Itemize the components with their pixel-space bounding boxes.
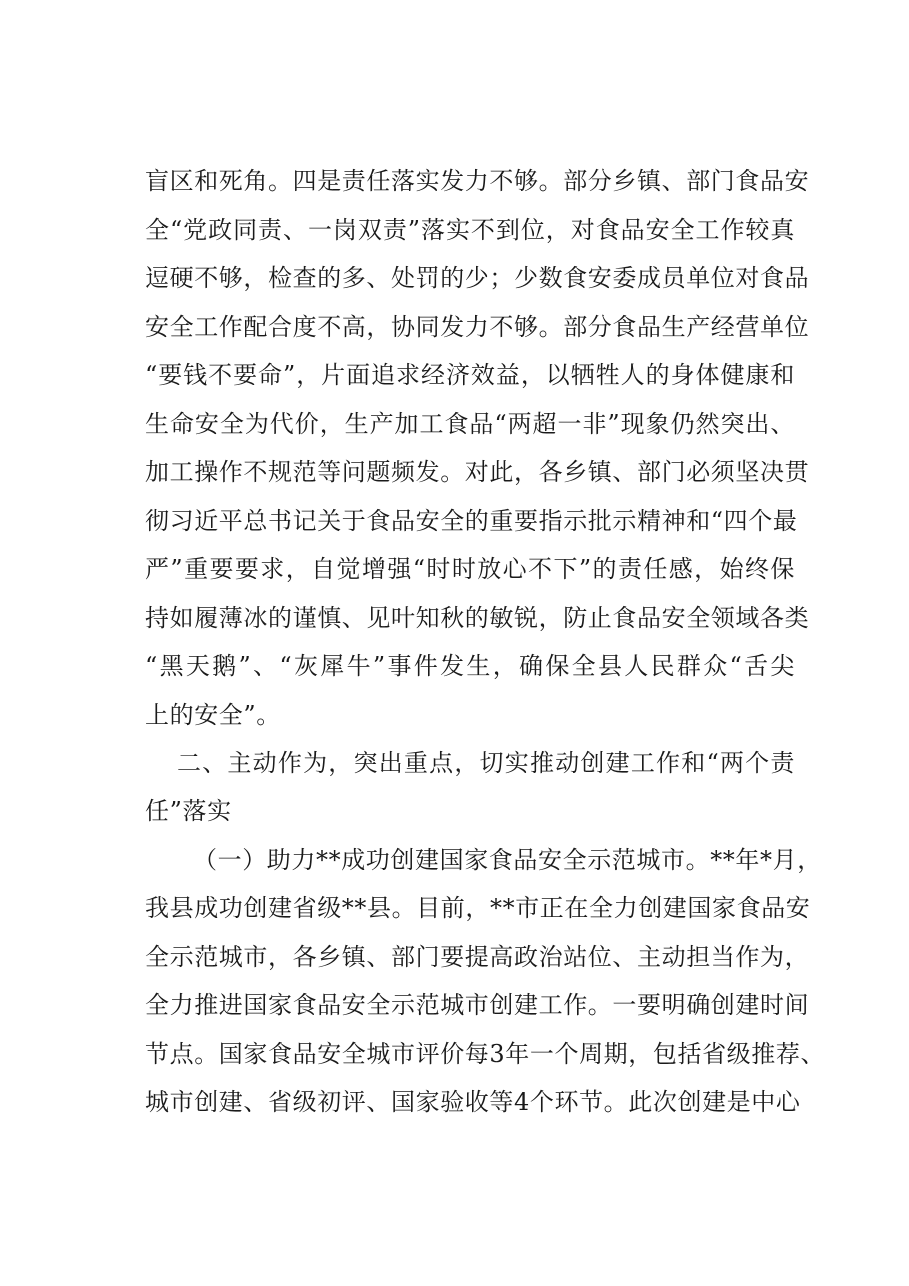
body-text-line: 盲区和死角。四是责任落实发力不够。部分乡镇、部门食品安 (145, 167, 810, 195)
body-text-line: 全“党政同责、一岗双责”落实不到位，对食品安全工作较真 (145, 216, 795, 244)
body-text-line: 我县成功创建省级**县。目前，**市正在全力创建国家食品安 (145, 894, 811, 922)
subsection-heading: （一）助力**成功创建国家食品安全示范城市。**年*月， (193, 846, 822, 874)
body-text-line: 持如履薄冰的谨慎、见叶知秋的敏锐，防止食品安全领域各类 (145, 604, 810, 632)
body-text-line: 全示范城市，各乡镇、部门要提高政治站位、主动担当作为， (145, 943, 810, 971)
body-text-line: 加工操作不规范等问题频发。对此，各乡镇、部门必须坚决贯 (145, 458, 810, 486)
body-text-line: 生命安全为代价，生产加工食品“两超一非”现象仍然突出、 (145, 410, 795, 438)
body-text-line: 上的安全”。 (145, 701, 281, 729)
body-text-line: 严”重要要求，自觉增强“时时放心不下”的责任感，始终保 (145, 555, 795, 583)
section-heading-continued: 任”落实 (145, 797, 232, 825)
body-text-line: 安全工作配合度不高，协同发力不够。部分食品生产经营单位 (145, 313, 810, 341)
body-text-line: 逗硬不够，检查的多、处罚的少；少数食安委成员单位对食品 (145, 264, 810, 292)
section-heading: 二、主动作为，突出重点，切实推动创建工作和“两个责 (177, 749, 795, 777)
body-text-line: 全力推进国家食品安全示范城市创建工作。一要明确创建时间 (145, 991, 810, 1019)
body-text-line: “黑天鹅”、“灰犀牛”事件发生，确保全县人民群众“舌尖 (145, 652, 795, 680)
body-text-line: 节点。国家食品安全城市评价每3年一个周期，包括省级推荐、 (145, 1040, 826, 1068)
body-text-line: 城市创建、省级初评、国家验收等4个环节。此次创建是中心 (145, 1088, 801, 1116)
body-text-line: “要钱不要命”，片面追求经济效益，以牺牲人的身体健康和 (145, 361, 795, 389)
body-text-line: 彻习近平总书记关于食品安全的重要指示批示精神和“四个最 (145, 507, 798, 535)
